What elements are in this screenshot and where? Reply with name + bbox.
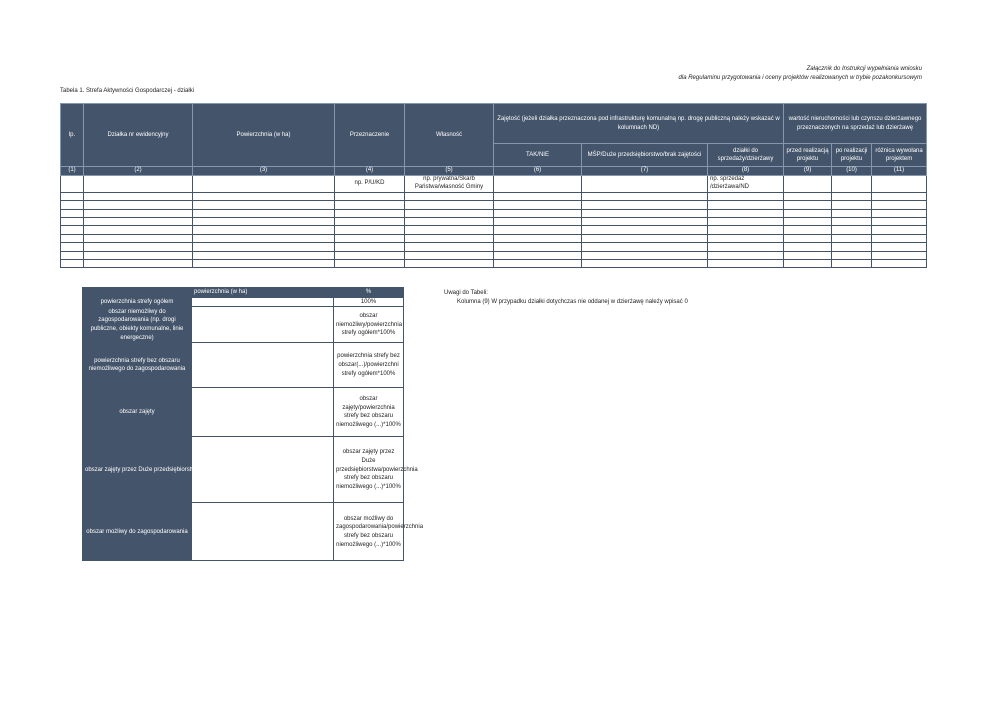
summary-header-blank xyxy=(83,288,192,298)
summary-pct-impossible: obszar niemożliwy/powierzchnia strefy ogółem*100% xyxy=(334,307,404,343)
table-cell[interactable] xyxy=(84,217,193,225)
table-cell[interactable] xyxy=(872,226,927,234)
table-row xyxy=(61,209,927,217)
summary-pct-total: 100% xyxy=(334,297,404,307)
table-cell[interactable] xyxy=(582,234,708,242)
table-cell[interactable] xyxy=(784,209,832,217)
table-cell[interactable] xyxy=(708,217,784,225)
table-cell[interactable] xyxy=(193,192,335,200)
table-cell[interactable] xyxy=(872,234,927,242)
table-cell[interactable] xyxy=(84,251,193,259)
table-cell[interactable] xyxy=(832,209,872,217)
col-header-taknie: TAK/NIE xyxy=(494,144,582,167)
table-cell[interactable] xyxy=(84,234,193,242)
table-cell[interactable] xyxy=(335,226,405,234)
table-cell[interactable] xyxy=(494,226,582,234)
table-cell[interactable] xyxy=(61,217,84,225)
table-cell[interactable] xyxy=(193,259,335,267)
table-cell[interactable] xyxy=(708,192,784,200)
example-przeznaczenie[interactable]: np. P/U/KD xyxy=(335,175,405,192)
table-cell[interactable] xyxy=(832,226,872,234)
attachment-header: Załącznik do Instrukcji wypełniania wniosku xyxy=(806,66,922,72)
col-number: (1) xyxy=(61,167,84,176)
table-cell[interactable] xyxy=(872,251,927,259)
col-header-po: po realizacji projektu xyxy=(832,144,872,167)
table-cell[interactable] xyxy=(832,259,872,267)
table-cell[interactable] xyxy=(61,226,84,234)
table-cell[interactable] xyxy=(784,251,832,259)
regulation-subheader: dla Regulaminu przygotowania i oceny projektów realizowanych w trybie pozakonkursowym xyxy=(678,75,922,81)
table-caption: Tabela 1. Strefa Aktywności Gospodarczej - działki xyxy=(60,88,195,94)
col-number: (4) xyxy=(335,167,405,176)
table-cell[interactable] xyxy=(832,192,872,200)
table-cell[interactable] xyxy=(335,259,405,267)
table-cell[interactable] xyxy=(872,259,927,267)
table-cell[interactable] xyxy=(193,209,335,217)
plots-table xyxy=(60,103,927,268)
table-cell[interactable] xyxy=(61,209,84,217)
table-cell[interactable] xyxy=(405,259,494,267)
table-cell[interactable] xyxy=(708,259,784,267)
table-cell[interactable] xyxy=(872,217,927,225)
col-number: (5) xyxy=(405,167,494,176)
table-cell[interactable] xyxy=(193,226,335,234)
table-cell[interactable] xyxy=(582,209,708,217)
summary-pct-net-area: powierzchnia strefy bez obszar(...)/powierzchni strefy ogółem*100% xyxy=(334,343,404,388)
table-cell[interactable] xyxy=(494,234,582,242)
table-cell[interactable] xyxy=(708,201,784,209)
table-row xyxy=(61,251,927,259)
col-number: (3) xyxy=(193,167,335,176)
table-cell[interactable] xyxy=(708,243,784,251)
table-cell[interactable] xyxy=(405,201,494,209)
summary-label-total: powierzchnia strefy ogółem xyxy=(83,297,192,307)
table-cell[interactable] xyxy=(582,251,708,259)
table-cell[interactable] xyxy=(84,192,193,200)
table-cell[interactable] xyxy=(832,234,872,242)
table-cell[interactable] xyxy=(84,226,193,234)
table-cell[interactable] xyxy=(582,243,708,251)
table-cell[interactable] xyxy=(84,259,193,267)
table-cell[interactable] xyxy=(494,175,582,192)
summary-label-net-area: powierzchnia strefy bez obszaru niemożliwego do zagospodarowania xyxy=(83,343,192,388)
table-cell[interactable] xyxy=(494,201,582,209)
col-number: (9) xyxy=(784,167,832,176)
table-cell[interactable] xyxy=(61,201,84,209)
table-cell[interactable] xyxy=(193,234,335,242)
summary-header-area: powierzchnia (w ha) xyxy=(192,288,334,298)
table-cell[interactable] xyxy=(405,217,494,225)
table-cell[interactable] xyxy=(582,217,708,225)
table-cell[interactable] xyxy=(335,201,405,209)
table-cell[interactable] xyxy=(832,243,872,251)
col-header-lp: lp. xyxy=(61,104,84,167)
col-header-msp: MŚP/Duże przedsiębiorstwo/brak zajętości xyxy=(582,144,708,167)
table-cell[interactable] xyxy=(335,217,405,225)
table-cell[interactable] xyxy=(582,226,708,234)
summary-area-cell[interactable] xyxy=(192,297,334,307)
example-wlasnosc[interactable]: np. prywatna/Skarb Państwa/własność Gminy xyxy=(405,175,494,192)
table-cell[interactable] xyxy=(84,209,193,217)
table-row xyxy=(61,226,927,234)
table-cell[interactable] xyxy=(335,209,405,217)
table-cell[interactable] xyxy=(84,201,193,209)
table-row xyxy=(61,217,927,225)
table-cell[interactable] xyxy=(784,243,832,251)
table-cell[interactable] xyxy=(708,226,784,234)
table-cell[interactable] xyxy=(193,201,335,209)
table-cell[interactable] xyxy=(872,201,927,209)
col-header-dzialka: Działka nr ewidencyjny xyxy=(84,104,193,167)
col-number: (10) xyxy=(832,167,872,176)
table-cell[interactable] xyxy=(193,243,335,251)
table-cell[interactable] xyxy=(61,234,84,242)
notes-line: Kolumna (9) W przypadku działki dotychczas nie oddanej w dzierżawę należy wpisać 0 xyxy=(457,298,688,305)
col-header-dzialki-do: działki do sprzedaży/dzierżawy xyxy=(708,144,784,167)
table-cell[interactable] xyxy=(61,175,84,192)
table-cell[interactable] xyxy=(61,243,84,251)
table-cell[interactable] xyxy=(405,251,494,259)
table-cell[interactable] xyxy=(832,217,872,225)
summary-label-occupied: obszar zajęty xyxy=(83,388,192,437)
notes-title: Uwagi do Tabeli: xyxy=(444,290,488,296)
summary-pct-available: obszar możliwy do zagospodarowania/powierzchnia strefy bez obszaru niemożliwego (...)*100% xyxy=(334,503,404,561)
summary-pct-occupied: obszar zajęty/powierzchnia strefy bez obszaru niemożliwego (...)*100% xyxy=(334,388,404,437)
col-header-roznica: różnica wywołana projektem xyxy=(872,144,927,167)
table-row xyxy=(61,243,927,251)
table-cell[interactable] xyxy=(405,209,494,217)
table-cell[interactable] xyxy=(193,251,335,259)
col-number: (11) xyxy=(872,167,927,176)
table-cell[interactable] xyxy=(335,243,405,251)
table-cell[interactable] xyxy=(784,201,832,209)
table-cell[interactable] xyxy=(61,192,84,200)
table-row xyxy=(61,201,927,209)
summary-area-cell[interactable] xyxy=(192,503,334,561)
table-cell[interactable] xyxy=(494,192,582,200)
summary-header-pct: % xyxy=(334,288,404,298)
table-cell[interactable] xyxy=(832,175,872,192)
col-number: (7) xyxy=(582,167,708,176)
table-cell[interactable] xyxy=(582,201,708,209)
table-cell[interactable] xyxy=(784,259,832,267)
table-cell[interactable] xyxy=(784,226,832,234)
col-header-wlasnosc: Własność xyxy=(405,104,494,167)
table-cell[interactable] xyxy=(708,234,784,242)
table-cell[interactable] xyxy=(784,192,832,200)
table-cell[interactable] xyxy=(582,175,708,192)
table-cell[interactable] xyxy=(872,209,927,217)
table-cell[interactable] xyxy=(832,201,872,209)
table-cell[interactable] xyxy=(335,192,405,200)
col-header-powierzchnia: Powierzchnia (w ha) xyxy=(193,104,335,167)
table-row xyxy=(61,192,927,200)
summary-label-available: obszar możliwy do zagospodarowania xyxy=(83,503,192,561)
table-cell[interactable] xyxy=(494,259,582,267)
table-cell[interactable] xyxy=(193,217,335,225)
table-cell[interactable] xyxy=(784,175,832,192)
table-cell[interactable] xyxy=(61,251,84,259)
table-cell[interactable] xyxy=(494,243,582,251)
table-cell[interactable] xyxy=(494,217,582,225)
table-cell[interactable] xyxy=(193,175,335,192)
table-cell[interactable] xyxy=(335,251,405,259)
table-cell[interactable] xyxy=(872,192,927,200)
table-cell[interactable] xyxy=(784,217,832,225)
summary-area-cell[interactable] xyxy=(192,307,334,343)
summary-table xyxy=(82,287,424,561)
col-header-przed: przed realizacją projektu xyxy=(784,144,832,167)
col-header-wartosc: wartość nieruchomości lub czynszu dzierżawnego przeznaczonych na sprzedaż lub dzierżawę xyxy=(784,104,927,144)
summary-label-large-enterprises: obszar zajęty przez Duże przedsiębiorstwa xyxy=(83,437,192,503)
table-cell[interactable] xyxy=(494,209,582,217)
table-cell[interactable] xyxy=(832,251,872,259)
table-cell[interactable] xyxy=(84,175,193,192)
col-header-zajetosc: Zajętość (jeżeli działka przeznaczona pod infrastrukturę komunalną np. drogę publiczną należy wskazać w kolumnach ND) xyxy=(494,104,784,144)
summary-label-impossible: obszar niemożliwy do zagospodarowania (np. drogi publiczne, obiekty komunalne, linie energeczne) xyxy=(83,307,192,343)
example-sprzedaz[interactable]: np. sprzedaż /dzierżawa/ND xyxy=(708,175,784,192)
col-number: (8) xyxy=(708,167,784,176)
table-cell[interactable] xyxy=(708,209,784,217)
table-cell[interactable] xyxy=(708,251,784,259)
table-cell[interactable] xyxy=(405,234,494,242)
table-cell[interactable] xyxy=(405,226,494,234)
table-cell[interactable] xyxy=(784,234,832,242)
col-header-przeznaczenie: Przeznaczenie xyxy=(335,104,405,167)
summary-area-cell[interactable] xyxy=(192,388,334,437)
table-cell[interactable] xyxy=(494,251,582,259)
table-cell[interactable] xyxy=(405,243,494,251)
table-row xyxy=(61,234,927,242)
table-cell[interactable] xyxy=(582,259,708,267)
summary-area-cell[interactable] xyxy=(192,343,334,388)
table-cell[interactable] xyxy=(872,243,927,251)
table-cell[interactable] xyxy=(405,192,494,200)
table-cell[interactable] xyxy=(872,175,927,192)
col-number: (6) xyxy=(494,167,582,176)
summary-pct-large-enterprises: obszar zajęty przez Duże przedsiębiorstwa/powierzchnia strefy bez obszaru niemożliwego (...)*100% xyxy=(334,437,404,503)
table-row xyxy=(61,259,927,267)
table-row-example xyxy=(61,175,927,192)
summary-area-cell[interactable] xyxy=(192,437,334,503)
table-cell[interactable] xyxy=(61,259,84,267)
table-cell[interactable] xyxy=(335,234,405,242)
col-number: (2) xyxy=(84,167,193,176)
table-cell[interactable] xyxy=(84,243,193,251)
table-notes xyxy=(444,289,688,306)
table-cell[interactable] xyxy=(582,192,708,200)
